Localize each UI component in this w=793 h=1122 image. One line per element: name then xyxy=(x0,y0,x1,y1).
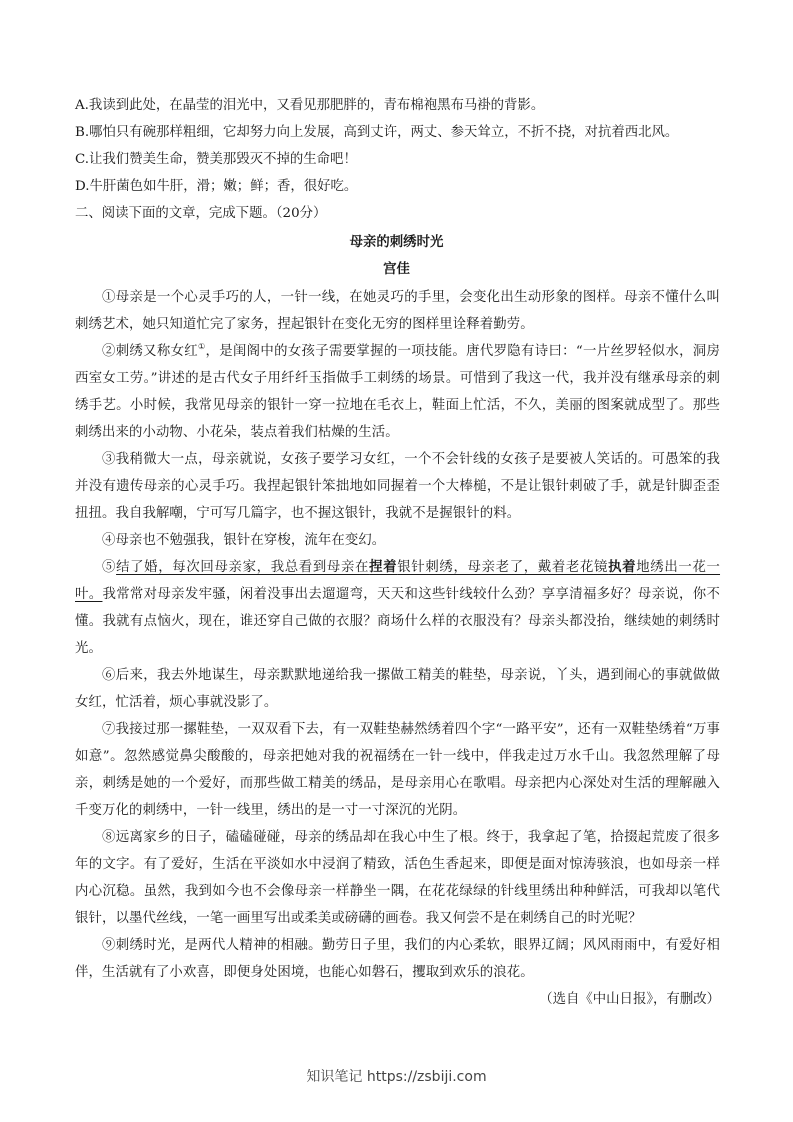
option-c: C.让我们赞美生命，赞美那毁灭不掉的生命吧！ xyxy=(75,152,357,167)
option-a: A.我读到此处，在晶莹的泪光中，又看见那肥胖的，青布棉袍黑布马褂的背影。 xyxy=(75,98,545,113)
paragraph-5-rest: 我常常对母亲发牢骚，闲着没事出去遛遛弯，天天和这些针线较什么劲？享享清福多好？母亲说，你不懂。我就有点恼火，现在，谁还穿自己做的衣服？商场什么样的衣服没有？母亲头都没抬，继续她的刺绣时光。 xyxy=(75,587,721,656)
underlined-part-1: 结了婚，每次回母亲家，我总看到母亲在 xyxy=(116,560,370,575)
article-title: 母亲的刺绣时光 xyxy=(349,235,444,250)
paragraph-5-number: ⑤ xyxy=(102,560,117,575)
paragraph-3: ③我稍微大一点，母亲就说，女孩子要学习女红，一个不会针线的女孩子是要被人笑话的。可愚笨的我并没有遗传母亲的心灵手巧。我捏起银针笨拙地如同握着一个大棒槌，不是让银针刺破了手，就是针脚歪歪扭扭。我自我解嘲，宁可写几篇字，也不握这银针，我就不是握银针的料。 xyxy=(75,452,720,521)
paragraph-7: ⑦我接过那一摞鞋垫，一双双看下去，有一双鞋垫赫然绣着四个字“一路平安”，还有一双鞋垫绣着“万事如意”。忽然感觉鼻尖酸酸的，母亲把她对我的祝福绣在一针一线中，伴我走过万水千山。我忽然理解了母亲，刺绣是她的一个爱好，而那些做工精美的绣品，是母亲用心在歌唱。母亲把内心深处对生活的理解融入千变万化的刺绣中，一针一线里，绣出的是一寸一寸深沉的光阴。 xyxy=(75,722,720,818)
paragraph-4: ④母亲也不勉强我，银针在穿梭，流年在变幻。 xyxy=(102,533,386,548)
article-source: （选自《中山日报》，有删改） xyxy=(539,992,720,1007)
paragraph-2-start: ②刺绣又称女红 xyxy=(102,344,199,359)
paragraph-8: ⑧远离家乡的日子，磕磕碰碰，母亲的绣品却在我心中生了根。终于，我拿起了笔，拾掇起荒废了很多年的文字。有了爱好，生活在平淡如水中浸润了精致，活色生香起来，即便是面对惊涛骇浪，也如母亲一样内心沉稳。虽然，我到如今也不会像母亲一样静坐一隅，在花花绿绿的针线里绣出种种鲜活，可我却以笔代银针，以墨代丝线，一笔一画里写出或柔美或磅礴的画卷。我又何尝不是在刺绣自己的时光呢？ xyxy=(75,830,720,926)
section-heading: 二、阅读下面的文章，完成下题。（20分） xyxy=(75,206,327,221)
section-heading-block xyxy=(75,200,720,227)
option-d: D.牛肝菌色如牛肝，滑；嫩；鲜；香，很好吃。 xyxy=(75,179,358,194)
option-b: B.哪怕只有碗那样粗细，它却努力向上发展，高到丈许，两丈、参天耸立，不折不挠，对抗着西北风。 xyxy=(75,125,679,140)
bold-word-zhi-zhe: 执着 xyxy=(608,559,637,575)
bold-word-nie-zhe: 捏着 xyxy=(369,559,398,575)
paragraph-6: ⑥后来，我去外地谋生，母亲默默地递给我一摞做工精美的鞋垫，母亲说，丫头，遇到闹心的事就做做女红，忙活着，烦心事就没影了。 xyxy=(75,668,720,710)
underlined-part-3: 地绣出一花一叶。 xyxy=(75,560,721,602)
answer-options xyxy=(75,92,720,200)
article-author: 宫佳 xyxy=(383,262,410,277)
page-footer-watermark: 知识笔记 https://zsbiji.com xyxy=(306,1069,487,1085)
footnote-marker: ① xyxy=(198,342,206,351)
paragraph-9: ⑨刺绣时光，是两代人精神的相融。勤劳日子里，我们的内心柔软，眼界辽阔；风风雨雨中，有爱好相伴，生活就有了小欢喜，即便身处困境，也能心如磐石，攫取到欢乐的浪花。 xyxy=(75,938,720,980)
underlined-part-2: 银针刺绣，母亲老了，戴着老花镜 xyxy=(397,560,609,575)
paragraph-2-rest: ，是闺阁中的女孩子需要掌握的一项技能。唐代罗隐有诗曰：“一片丝罗轻似水，洞房西室女工劳。”讲述的是古代女子用纤纤玉指做手工刺绣的场景。可惜到了我这一代，我并没有继承母亲的刺绣手艺。小时候，我常见母亲的银针一穿一拉地在毛衣上，鞋面上忙活，不久，美丽的图案就成型了。那些刺绣出来的小动物、小花朵，装点着我们枯燥的生活。 xyxy=(75,344,720,440)
paragraph-5 xyxy=(75,554,720,662)
article-body xyxy=(75,284,720,1013)
paragraph-1: ①母亲是一个心灵手巧的人，一针一线，在她灵巧的手里，会变化出生动形象的图样。母亲不懂什么叫刺绣艺术，她只知道忙完了家务，捏起银针在变化无穷的图样里诠释着勤劳。 xyxy=(75,290,720,332)
paragraph-2 xyxy=(75,338,720,446)
